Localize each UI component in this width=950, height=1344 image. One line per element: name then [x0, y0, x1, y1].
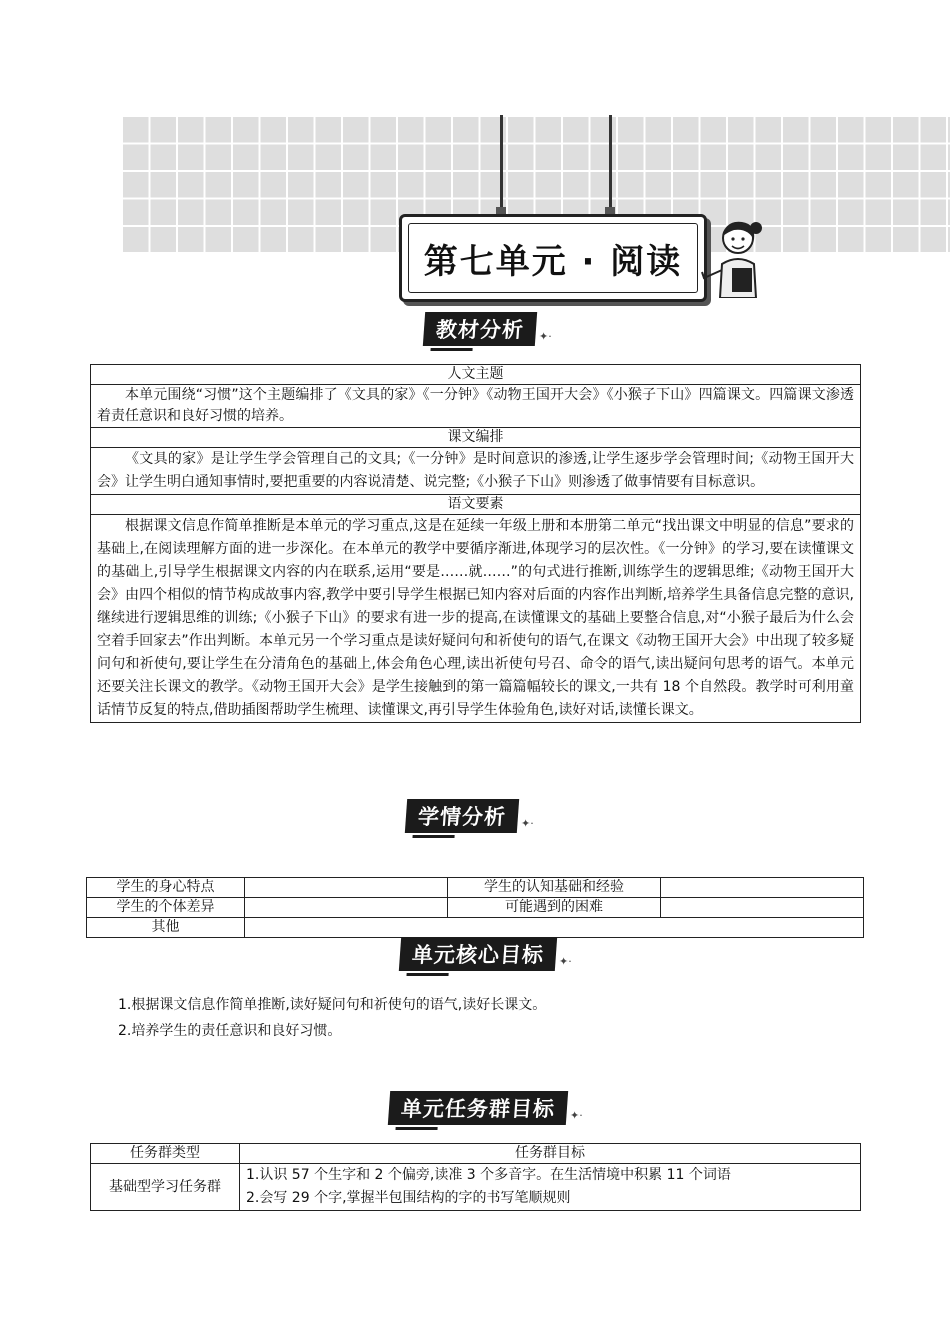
- section-title-students: 学情分析: [405, 799, 519, 833]
- individual-value: [245, 898, 448, 918]
- arrangement-text: 《文具的家》是让学生学会管理自己的文具;《一分钟》是时间意识的渗透,让学生逐步学会管理时间;《动物王国开大会》让学生明白通知事情时,要把重要的内容说清楚、说完整;《小猴子下山》则渗透了做事情要有目标意识。: [97, 451, 854, 490]
- theme-cell: [91, 385, 861, 428]
- material-analysis-table: [90, 364, 861, 723]
- hanging-rod-right: [609, 115, 612, 210]
- unit-title-board: [399, 214, 707, 302]
- core-goal-item: 2.培养学生的责任意识和良好习惯。: [118, 1023, 342, 1039]
- unit-title: 第七单元 · 阅读: [423, 241, 683, 282]
- hanging-rod-left: [500, 115, 503, 210]
- other-value: [245, 918, 864, 938]
- elements-cell: [91, 515, 861, 723]
- theme-header: 人文主题: [91, 365, 861, 385]
- task-group-table: [90, 1143, 861, 1211]
- difficulties-value: [661, 898, 864, 918]
- task-goal-header: 任务群目标: [240, 1144, 861, 1164]
- sparkle-icon: ✦·: [521, 816, 534, 830]
- section-header-students: [406, 800, 534, 832]
- section-title-task-goals: 单元任务群目标: [388, 1091, 568, 1125]
- physical-value: [245, 878, 448, 898]
- sparkle-icon: ✦·: [570, 1108, 583, 1122]
- arrangement-cell: [91, 448, 861, 495]
- elements-text: 根据课文信息作简单推断是本单元的学习重点,这是在延续一年级上册和本册第二单元“找出课文中明显的信息”要求的基础上,在阅读理解方面的进一步深化。在本单元的教学中要循序渐进,体现学习的层次性。《一分钟》的学习,要在读懂课文的基础上,引导学生根据课文内容的内在联系,运用“要是……就……”的句式进行推断,训练学生的逻辑思维;《动物王国开大会》由四个相似的情节构成故事内容,教学中要引导学生根据已知内容对后面的内容作出判断,培养学生具备信息完整的意识,继续进行逻辑思维的训练;《小猴子下山》的要求有进一步的提高,在读懂课文的基础上要整合信息,对“小猴子最后为什么会空着手回家去”作出判断。本单元另一个学习重点是读好疑问句和祈使句的语气,在课文《动物王国开大会》中出现了较多疑问句和祈使句,要让学生在分清角色的基础上,体会角色心理,读出祈使句号召、命令的语气,读出疑问句思考的语气。本单元还要关注长课文的教学。《动物王国开大会》是学生接触到的第一篇篇幅较长的课文,一共有 18 个自然段。教学时可利用童话情节反复的特点,借助插图帮助学生梳理、读懂课文,再引导学生体验角色,读好对话,读懂长课文。: [97, 518, 854, 718]
- other-label: 其他: [87, 918, 245, 938]
- task-goal-cell: [240, 1164, 861, 1211]
- section-title-core-goals: 单元核心目标: [399, 937, 557, 971]
- cognitive-label: 学生的认知基础和经验: [448, 878, 661, 898]
- teacher-illustration-icon: [698, 214, 770, 298]
- core-goals-list: [118, 992, 546, 1044]
- task-goal-item: 2.会写 29 个字,掌握半包围结构的字的书写笔顺规则: [246, 1190, 571, 1206]
- section-header-task-goals: [389, 1092, 583, 1124]
- task-type-header: 任务群类型: [91, 1144, 240, 1164]
- elements-header: 语文要素: [91, 495, 861, 515]
- cognitive-value: [661, 878, 864, 898]
- theme-text: 本单元围绕“习惯”这个主题编排了《文具的家》《一分钟》《动物王国开大会》《小猴子下山》四篇课文。四篇课文渗透着责任意识和良好习惯的培养。: [97, 387, 854, 424]
- difficulties-label: 可能遇到的困难: [448, 898, 661, 918]
- arrangement-header: 课文编排: [91, 428, 861, 448]
- section-header-core-goals: [400, 938, 572, 970]
- sparkle-icon: ✦·: [539, 329, 552, 343]
- core-goal-item: 1.根据课文信息作简单推断,读好疑问句和祈使句的语气,读好长课文。: [118, 997, 547, 1013]
- section-header-material: [424, 313, 552, 345]
- section-title-material: 教材分析: [423, 312, 537, 346]
- sparkle-icon: ✦·: [559, 954, 572, 968]
- physical-label: 学生的身心特点: [87, 878, 245, 898]
- student-analysis-table: [86, 877, 864, 938]
- task-type-cell: 基础型学习任务群: [91, 1164, 240, 1211]
- individual-label: 学生的个体差异: [87, 898, 245, 918]
- task-goal-item: 1.认识 57 个生字和 2 个偏旁,读准 3 个多音字。在生活情境中积累 11 个词语: [246, 1167, 731, 1183]
